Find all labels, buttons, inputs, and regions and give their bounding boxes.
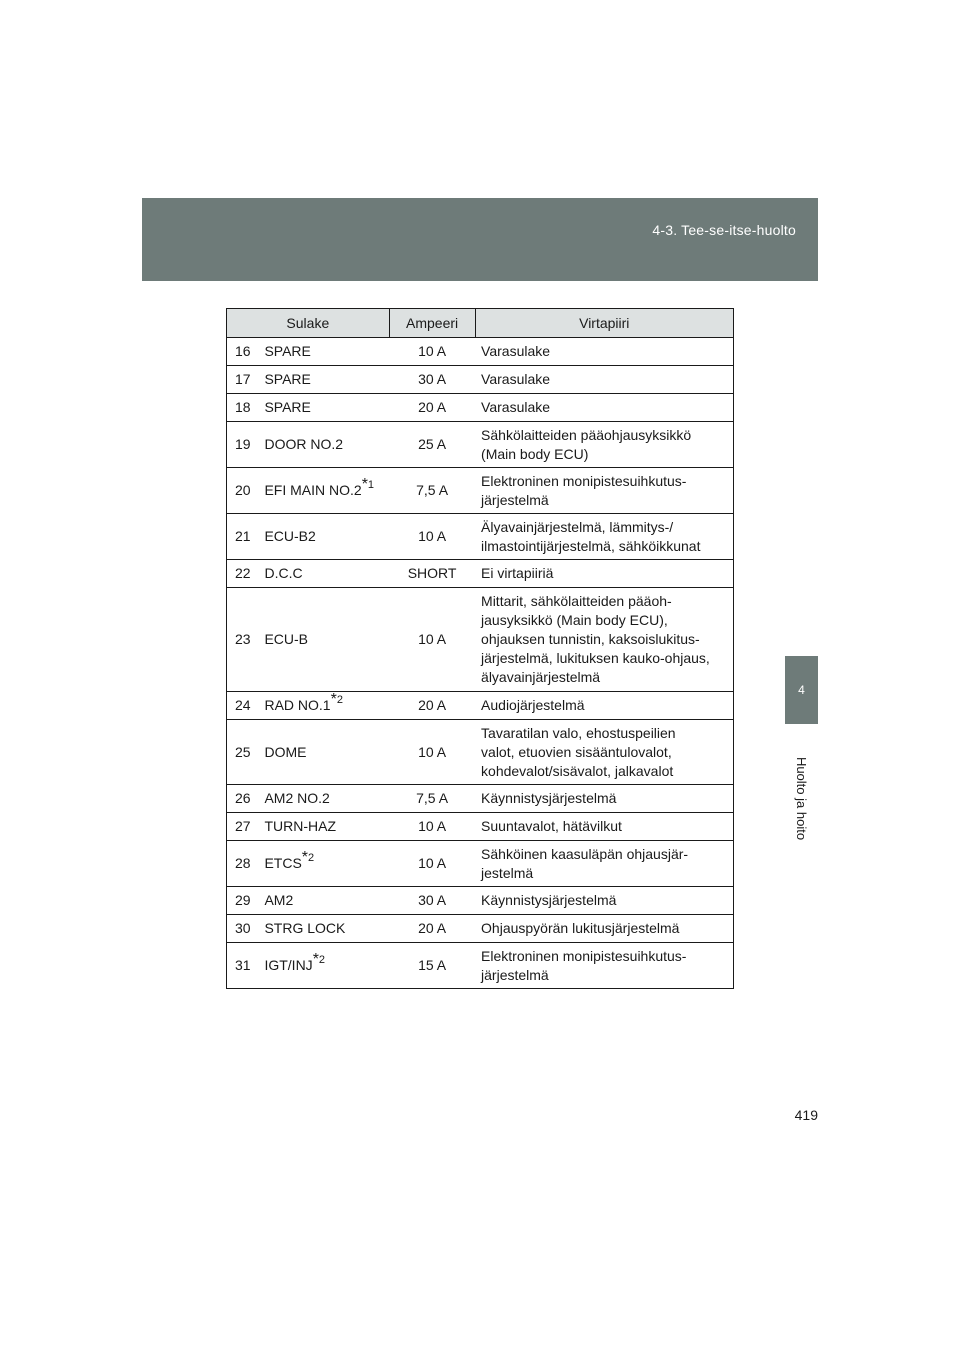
circuit-line: (Main body ECU): [481, 445, 589, 462]
fuse-name-text: RAD NO.1: [264, 697, 331, 713]
circuit-line: älyavainjärjestelmä: [481, 669, 601, 685]
fuse-name: [258, 785, 389, 813]
fuse-name-text: ECU-B: [264, 631, 309, 647]
table-row: [227, 338, 734, 366]
circuit-line: järjestelmä: [481, 966, 549, 983]
fuse-number: 29: [227, 887, 259, 915]
fuse-circuit: [475, 720, 733, 785]
circuit-line: Varasulake: [481, 343, 551, 359]
circuit-line: valot, etuovien sisääntulovalot,: [481, 743, 672, 760]
fuse-name: [258, 720, 389, 785]
fuse-name: [258, 422, 389, 468]
fuse-name-text: AM2: [264, 892, 294, 908]
fuse-circuit: [475, 692, 733, 720]
fuse-name: [258, 468, 389, 514]
circuit-line: Ei virtapiiriä: [481, 565, 554, 581]
fuse-number: 30: [227, 915, 259, 943]
table-row: [227, 841, 734, 887]
circuit-line: ilmastointijärjestelmä, sähköikkunat: [481, 537, 701, 554]
circuit-line: kohdevalot/sisävalot, jalkavalot: [481, 762, 674, 779]
fuse-name-text: TURN-HAZ: [264, 818, 336, 834]
fuse-circuit: [475, 422, 733, 468]
fuse-circuit: [475, 468, 733, 514]
fuse-name: [258, 338, 389, 366]
header-ampere: Ampeeri: [389, 309, 475, 338]
fuse-ampere: 10 A: [389, 720, 475, 785]
fuse-ampere: 10 A: [389, 588, 475, 692]
fuse-number: 16: [227, 338, 259, 366]
fuse-circuit: [475, 588, 733, 692]
fuse-number: 18: [227, 394, 259, 422]
circuit-line: jausyksikkö (Main body ECU),: [481, 612, 668, 628]
fuse-name-text: DOME: [264, 743, 307, 760]
table-row: [227, 915, 734, 943]
footnote-marker: *2: [301, 849, 315, 866]
fuse-ampere: 25 A: [389, 422, 475, 468]
fuse-name-text: SPARE: [264, 399, 311, 415]
fuse-number: 24: [227, 692, 259, 720]
circuit-line: Tavaratilan valo, ehostuspeilien: [481, 724, 676, 741]
fuse-ampere: 10 A: [389, 813, 475, 841]
fuse-number: 20: [227, 468, 259, 514]
circuit-line: Elektroninen monipistesuihkutus-: [481, 947, 687, 964]
fuse-circuit: [475, 915, 733, 943]
fuse-ampere: 10 A: [389, 514, 475, 560]
table-row: [227, 813, 734, 841]
circuit-line: jestelmä: [481, 864, 534, 881]
fuse-ampere: 10 A: [389, 841, 475, 887]
fuse-circuit: [475, 841, 733, 887]
footnote-marker: *2: [330, 691, 343, 708]
table-row: [227, 943, 734, 989]
circuit-line: Käynnistysjärjestelmä: [481, 892, 617, 908]
table-row: [227, 422, 734, 468]
fuse-name: [258, 915, 389, 943]
circuit-line: Elektroninen monipistesuihkutus-: [481, 472, 687, 489]
table-row: [227, 692, 734, 720]
fuse-name: [258, 943, 389, 989]
circuit-line: Käynnistysjärjestelmä: [481, 790, 617, 806]
fuse-number: 22: [227, 560, 259, 588]
circuit-line: järjestelmä, lukituksen kauko-ohjaus,: [481, 650, 710, 666]
fuse-number: 31: [227, 943, 259, 989]
chapter-title: Huolto ja hoito: [794, 756, 809, 840]
circuit-line: järjestelmä: [481, 491, 549, 508]
fuse-name-text: SPARE: [264, 343, 311, 359]
footnote-marker: *2: [312, 951, 326, 968]
fuse-circuit: [475, 338, 733, 366]
fuse-ampere: SHORT: [389, 560, 475, 588]
table-row: [227, 394, 734, 422]
fuse-circuit: [475, 560, 733, 588]
fuse-circuit: [475, 813, 733, 841]
fuse-name-text: AM2 NO.2: [264, 790, 330, 806]
fuse-name-text: STRG LOCK: [264, 920, 346, 936]
fuse-number: 26: [227, 785, 259, 813]
circuit-line: Ohjauspyörän lukitusjärjestelmä: [481, 920, 680, 936]
fuse-name-text: SPARE: [264, 371, 311, 387]
fuse-ampere: 7,5 A: [389, 785, 475, 813]
circuit-line: Varasulake: [481, 399, 551, 415]
fuse-name: [258, 887, 389, 915]
table-row: [227, 366, 734, 394]
fuse-name: [258, 813, 389, 841]
footnote-number: 2: [308, 852, 315, 864]
circuit-line: Suuntavalot, hätävilkut: [481, 818, 622, 834]
chapter-number: 4: [798, 683, 805, 697]
fuse-circuit: [475, 394, 733, 422]
page-number: 419: [794, 1107, 818, 1123]
section-title: 4-3. Tee-se-itse-huolto: [652, 222, 796, 238]
fuse-ampere: 20 A: [389, 915, 475, 943]
fuse-name-text: EFI MAIN NO.2: [264, 482, 362, 498]
fuse-circuit: [475, 785, 733, 813]
fuse-number: 28: [227, 841, 259, 887]
footnote-number: 2: [336, 694, 343, 706]
table-row: [227, 514, 734, 560]
table-row: [227, 588, 734, 692]
circuit-line: Varasulake: [481, 371, 551, 387]
fuse-number: 17: [227, 366, 259, 394]
circuit-line: Mittarit, sähkölaitteiden pääoh-: [481, 593, 672, 609]
fuse-ampere: 30 A: [389, 366, 475, 394]
fuse-name: [258, 394, 389, 422]
header-band: [142, 198, 818, 281]
table-row: [227, 887, 734, 915]
fuse-ampere: 20 A: [389, 394, 475, 422]
fuse-number: 21: [227, 514, 259, 560]
fuse-ampere: 20 A: [389, 692, 475, 720]
chapter-label: [785, 724, 818, 872]
footnote-marker: *1: [361, 476, 375, 493]
footnote-number: 2: [318, 954, 326, 966]
fuse-number: 23: [227, 588, 259, 692]
fuse-name-text: DOOR NO.2: [264, 436, 344, 452]
table-row: [227, 720, 734, 785]
fuse-name: [258, 366, 389, 394]
fuse-ampere: 30 A: [389, 887, 475, 915]
circuit-line: Älyavainjärjestelmä, lämmitys-/: [481, 518, 674, 535]
fuse-circuit: [475, 514, 733, 560]
table-row: [227, 560, 734, 588]
fuse-name-text: ECU-B2: [264, 528, 316, 544]
fuse-name: [258, 514, 389, 560]
fuse-ampere: 10 A: [389, 338, 475, 366]
fuse-circuit: [475, 887, 733, 915]
header-circuit: Virtapiiri: [475, 309, 733, 338]
chapter-tab: [785, 656, 818, 724]
circuit-line: ohjauksen tunnistin, kaksoislukitus-: [481, 631, 700, 647]
fuse-circuit: [475, 943, 733, 989]
fuse-ampere: 7,5 A: [389, 468, 475, 514]
fuse-name-text: IGT/INJ: [264, 957, 313, 973]
fuse-number: 19: [227, 422, 259, 468]
fuse-table: [226, 308, 734, 989]
table-row: [227, 785, 734, 813]
fuse-name: [258, 692, 389, 720]
table-header-row: [227, 309, 734, 338]
fuse-circuit: [475, 366, 733, 394]
circuit-line: Audiojärjestelmä: [481, 697, 585, 713]
fuse-name: [258, 588, 389, 692]
circuit-line: Sähkölaitteiden pääohjausyksikkö: [481, 426, 692, 443]
circuit-line: Sähköinen kaasuläpän ohjausjär-: [481, 845, 689, 862]
fuse-ampere: 15 A: [389, 943, 475, 989]
fuse-name-text: D.C.C: [264, 565, 303, 581]
fuse-number: 27: [227, 813, 259, 841]
fuse-number: 25: [227, 720, 259, 785]
footnote-number: 1: [367, 479, 375, 491]
fuse-name-text: ETCS: [264, 855, 302, 871]
table-row: [227, 468, 734, 514]
header-fuse: Sulake: [227, 309, 390, 338]
fuse-name: [258, 560, 389, 588]
fuse-name: [258, 841, 389, 887]
